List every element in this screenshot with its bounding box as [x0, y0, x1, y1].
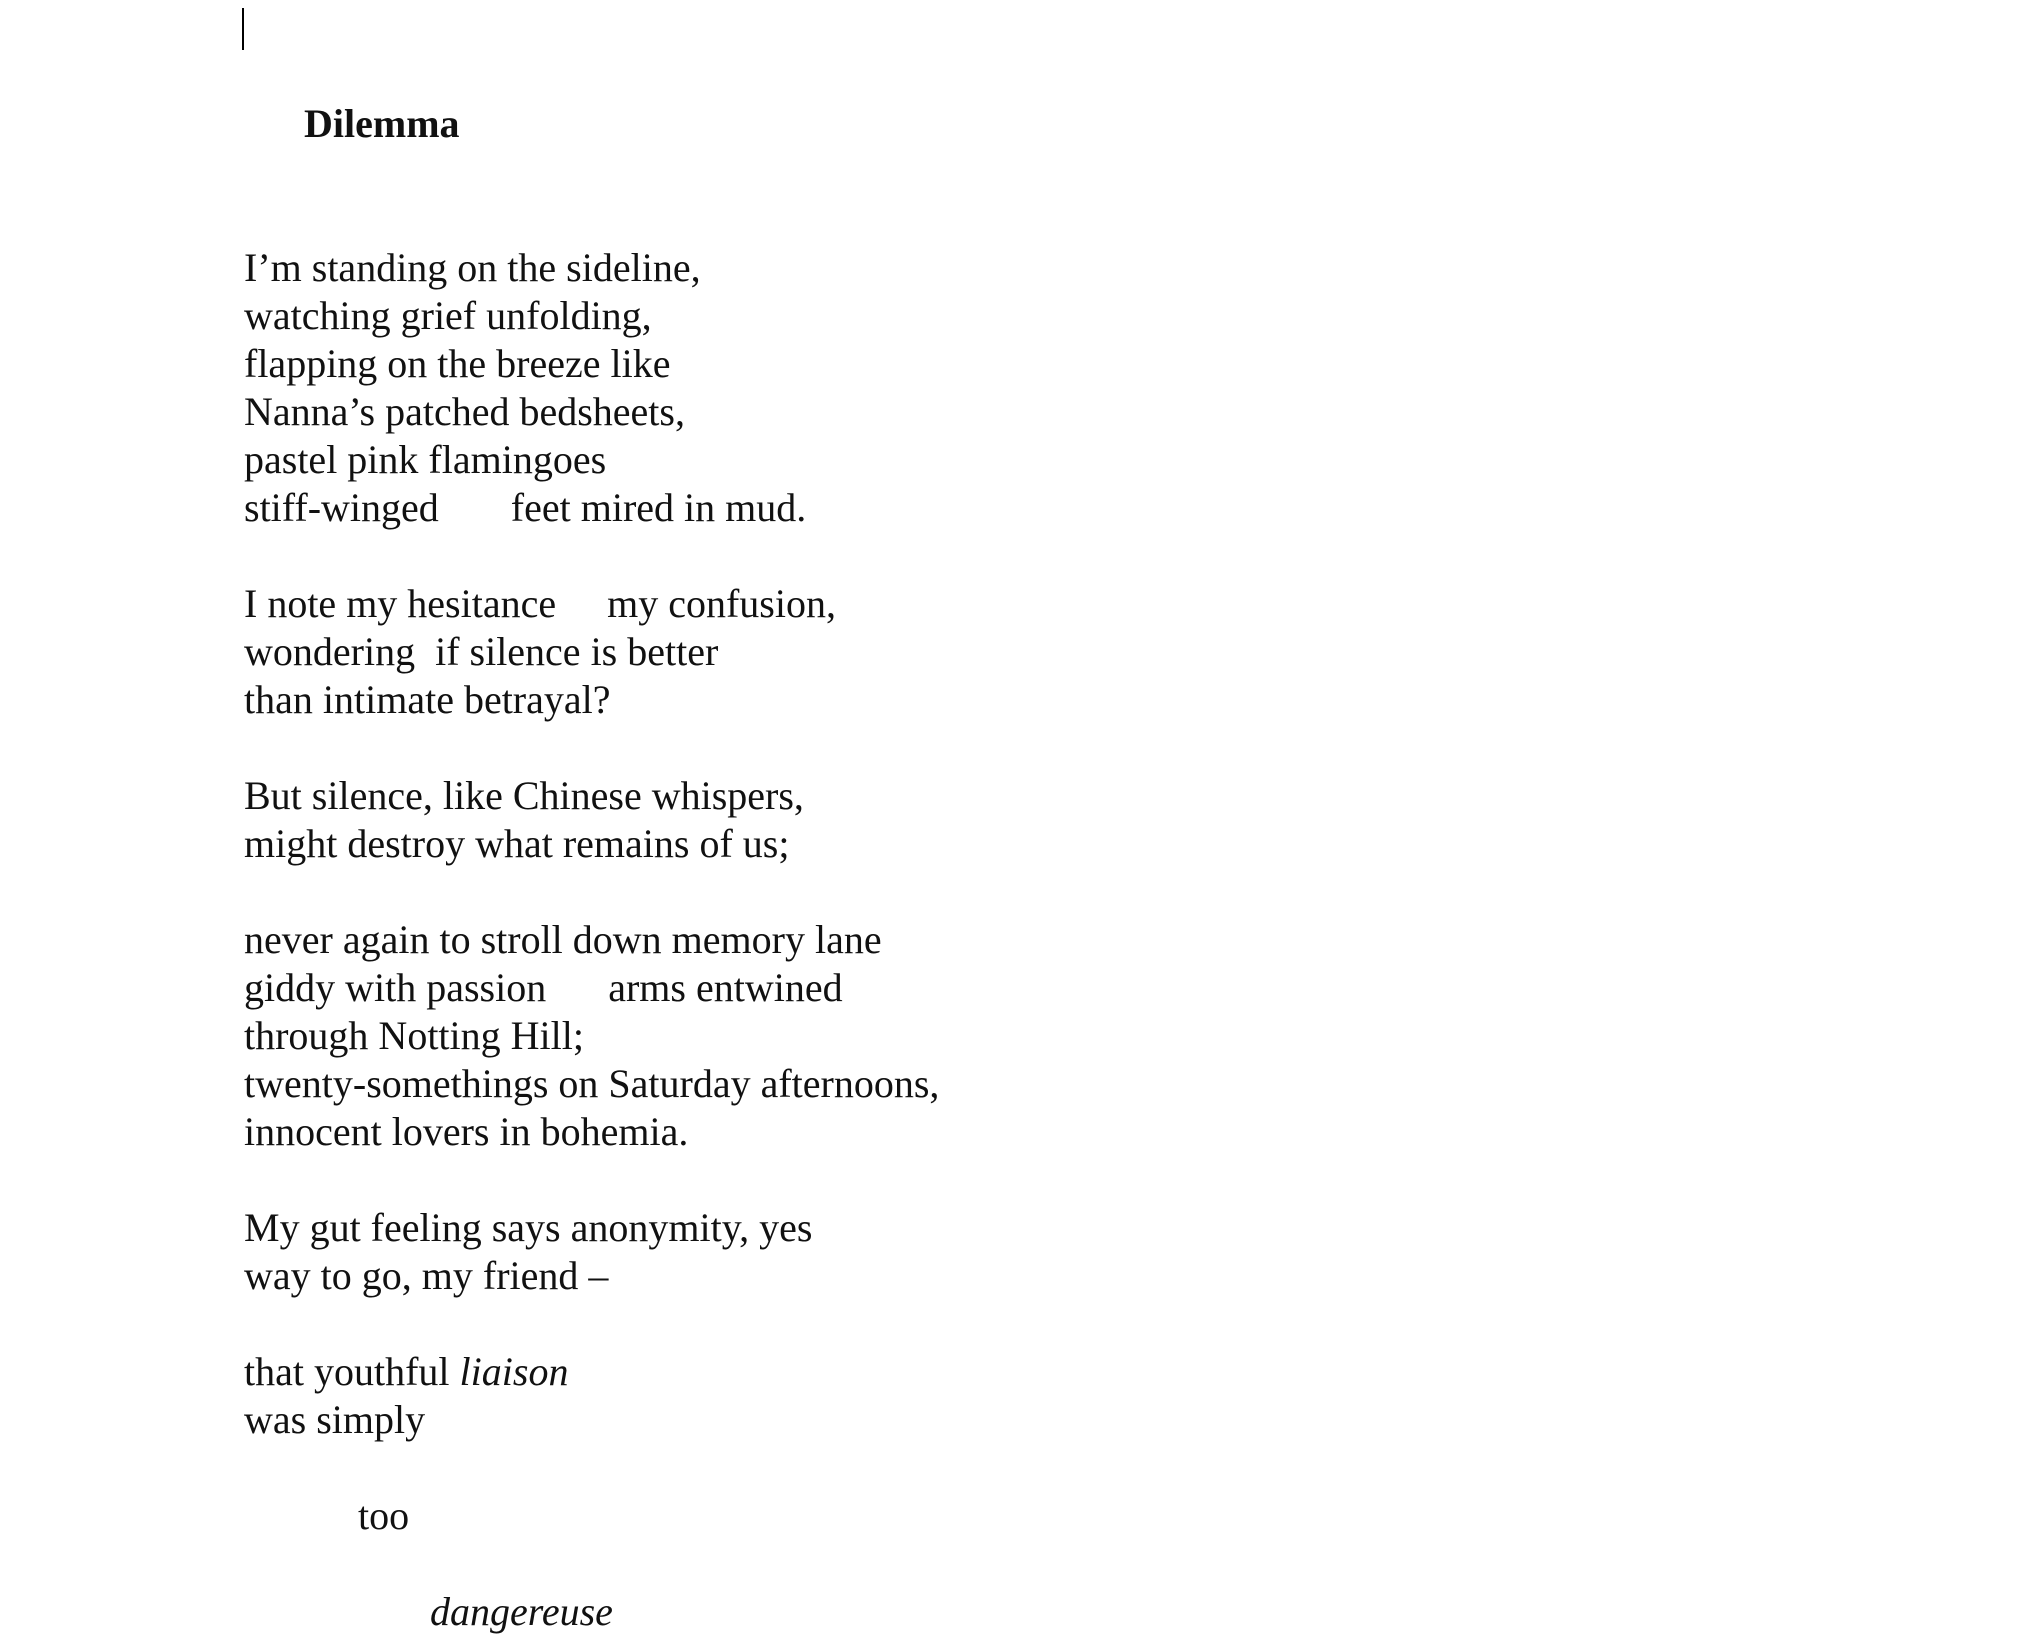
poem-line: through Notting Hill;: [244, 1013, 584, 1058]
poem-phrase: arms entwined: [608, 965, 843, 1010]
poem-phrase: I note my hesitance: [244, 581, 557, 626]
italic-word: dangereuse: [430, 1589, 613, 1634]
stanza-1: [244, 244, 939, 532]
stanza-break: [244, 868, 939, 916]
poem-line: innocent lovers in bohemia.: [244, 1109, 689, 1154]
poem-line: might destroy what remains of us;: [244, 821, 790, 866]
poem-line: [244, 484, 939, 532]
stanza-break: [244, 724, 939, 772]
poem-phrase: that youthful: [244, 1349, 460, 1394]
stanza-break: [244, 1300, 939, 1348]
poem-line: was simply: [244, 1397, 426, 1442]
poem-line: [244, 964, 939, 1012]
stanza-5: [244, 1204, 939, 1300]
stanza-2: [244, 580, 939, 724]
poem-phrase: giddy with passion: [244, 965, 547, 1010]
poem-line: never again to stroll down memory lane: [244, 917, 882, 962]
poem-title: Dilemma: [304, 101, 460, 146]
poem-line: I’m standing on the sideline,: [244, 245, 701, 290]
stanza-break: [244, 196, 939, 244]
poem-line: [244, 1348, 939, 1396]
stanza-3: [244, 772, 939, 868]
poem-line: flapping on the breeze like: [244, 341, 671, 386]
poem-line: But silence, like Chinese whispers,: [244, 773, 804, 818]
italic-word: liaison: [459, 1349, 569, 1394]
poem-word: too: [358, 1493, 410, 1538]
poem-line: wondering if silence is better: [244, 629, 719, 674]
text-cursor: [242, 8, 244, 50]
poem-line-too: [244, 1492, 939, 1540]
stanza-break: [244, 1540, 939, 1588]
poem-body[interactable]: [244, 4, 939, 1636]
poem-line: twenty-somethings on Saturday afternoons,: [244, 1061, 940, 1106]
poem-phrase: feet mired in mud.: [510, 485, 807, 530]
poem-line: [244, 580, 939, 628]
stanza-6: [244, 1348, 939, 1444]
poem-line: than intimate betrayal?: [244, 677, 611, 722]
poem-line: way to go, my friend –: [244, 1253, 609, 1298]
poem-line: watching grief unfolding,: [244, 293, 652, 338]
poem-line: My gut feeling says anonymity, yes: [244, 1205, 813, 1250]
poem-line: Nanna’s patched bedsheets,: [244, 389, 685, 434]
poem-title-line: [244, 4, 939, 196]
poem-phrase: my confusion,: [607, 581, 836, 626]
stanza-break: [244, 1444, 939, 1492]
stanza-4: [244, 916, 939, 1156]
poem-phrase: stiff-winged: [244, 485, 439, 530]
poem-line: pastel pink flamingoes: [244, 437, 607, 482]
stanza-break: [244, 1156, 939, 1204]
poem-line-dangereuse: [244, 1588, 939, 1636]
stanza-break: [244, 532, 939, 580]
